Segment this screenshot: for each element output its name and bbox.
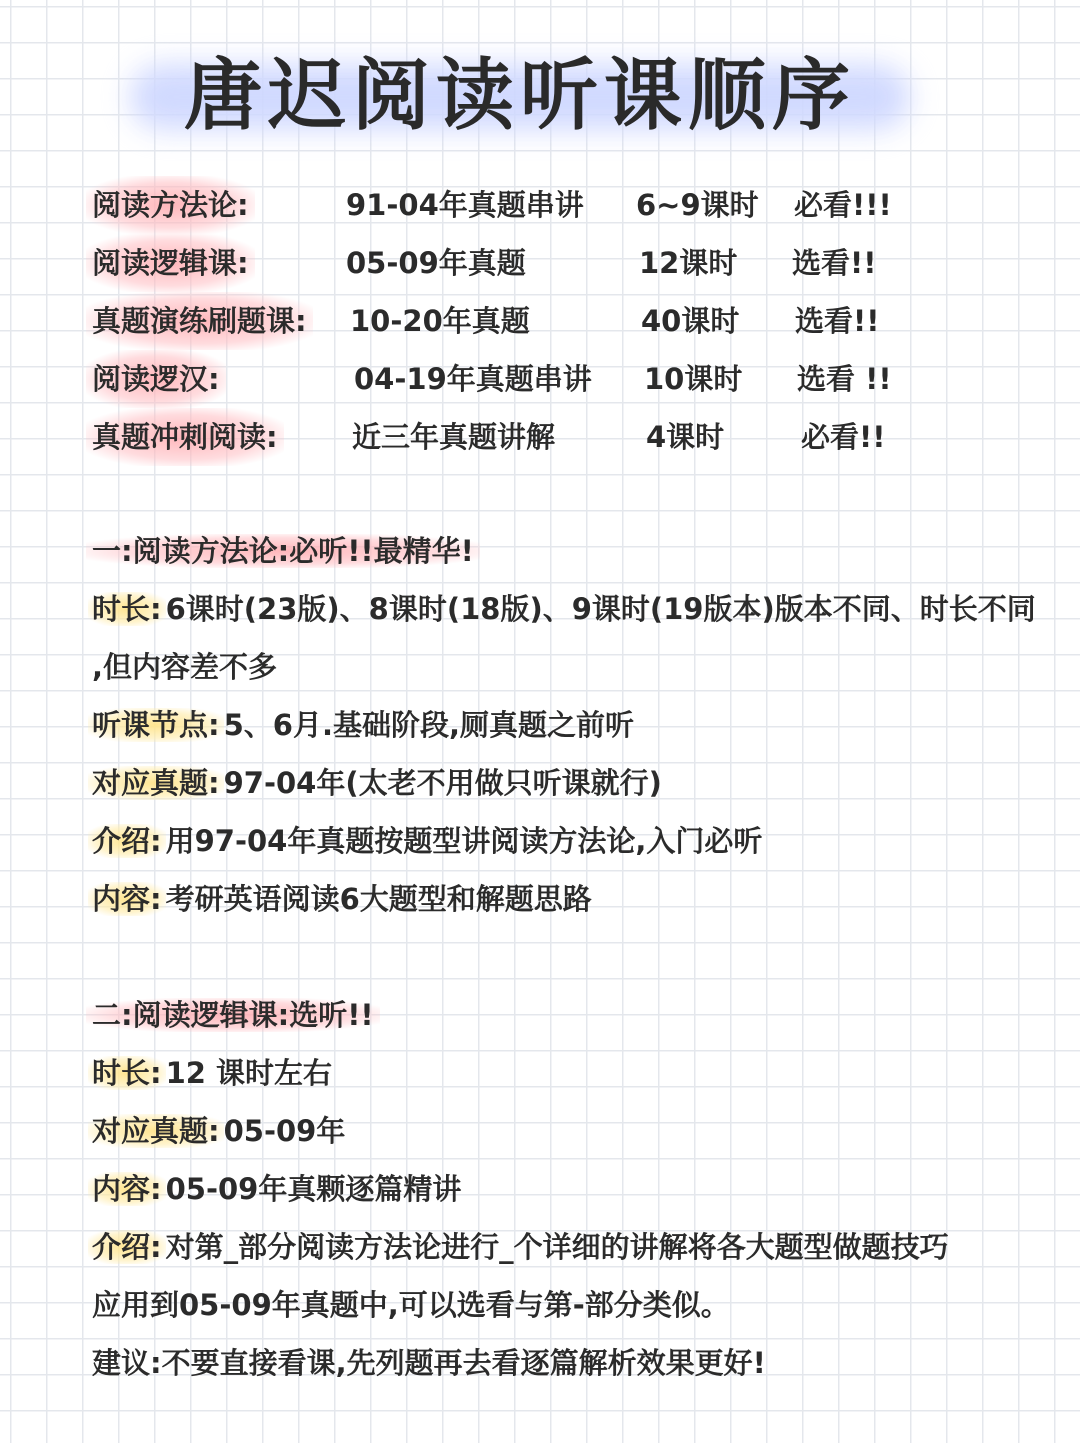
intro-value: 对第_部分阅读方法论进行_个详细的讲解将各大题型做题技巧 xyxy=(165,1230,949,1264)
section-heading-text: 二:阅读逻辑课:选听!! xyxy=(86,998,380,1032)
section-heading xyxy=(92,522,1022,580)
duration-line xyxy=(92,1044,1022,1102)
duration-continued xyxy=(92,638,1022,696)
course-name: 阅读逻汉: xyxy=(86,350,226,408)
course-hours: 40课时 xyxy=(641,304,740,338)
course-name: 真题演练刷题课: xyxy=(86,292,313,350)
course-name: 阅读方法论: xyxy=(86,176,255,234)
exam-line xyxy=(92,1102,1022,1160)
course-name: 阅读逻辑课: xyxy=(86,234,255,292)
course-hours: 4课时 xyxy=(646,420,725,454)
content-line xyxy=(92,1160,1022,1218)
content-label: 内容: xyxy=(88,1172,166,1206)
exam-label: 对应真题: xyxy=(88,1114,224,1148)
course-hours: 6~9课时 xyxy=(636,188,759,222)
exam-label: 对应真题: xyxy=(88,766,224,800)
content-label: 内容: xyxy=(88,882,166,916)
course-hours: 10课时 xyxy=(644,362,743,396)
duration-line xyxy=(92,580,1036,638)
course-recommendation: 选看!! xyxy=(792,246,877,280)
exam-value: 97-04年(太老不用做只听课就行) xyxy=(223,766,662,800)
intro-line xyxy=(92,812,1022,870)
course-name: 真题冲刺阅读: xyxy=(86,408,284,466)
course-recommendation: 必看!! xyxy=(801,420,886,454)
advice-text: 建议:不要直接看课,先列题再去看逐篇解析效果更好! xyxy=(92,1346,766,1380)
duration-label: 时长: xyxy=(88,592,166,626)
duration-value: 6课时(23版)、8课时(18版)、9课时(19版本)版本不同、时长不同 xyxy=(165,592,1036,626)
course-topic: 近三年真题讲解 xyxy=(352,420,556,454)
node-label: 听课节点: xyxy=(88,708,224,742)
course-topic: 91-04年真题串讲 xyxy=(346,188,584,222)
exam-line xyxy=(92,754,1022,812)
page-title: 唐迟阅读听课顺序 xyxy=(183,51,856,141)
overview-row xyxy=(92,292,1012,350)
intro-line xyxy=(92,1218,1022,1276)
section-heading xyxy=(92,986,1022,1044)
content-value: 05-09年真颗逐篇精讲 xyxy=(165,1172,462,1206)
overview-row xyxy=(92,408,1012,466)
intro-continued xyxy=(92,1276,1022,1334)
course-recommendation: 选看!! xyxy=(795,304,880,338)
overview-row xyxy=(92,234,1012,292)
course-hours: 12课时 xyxy=(639,246,738,280)
advice-line xyxy=(92,1334,1022,1392)
section-method xyxy=(92,522,1036,928)
duration-label: 时长: xyxy=(88,1056,166,1090)
section-logic xyxy=(92,986,1022,1392)
node-line xyxy=(92,696,1022,754)
duration-continued-text: ,但内容差不多 xyxy=(92,650,278,684)
node-value: 5、6月.基础阶段,厕真题之前听 xyxy=(223,708,634,742)
intro-value: 用97-04年真题按题型讲阅读方法论,入门必听 xyxy=(165,824,763,858)
overview-row xyxy=(92,176,1012,234)
course-topic: 10-20年真题 xyxy=(350,304,530,338)
section-heading-text: 一:阅读方法论:必听!!最精华! xyxy=(86,534,480,568)
course-recommendation: 选看 !! xyxy=(797,362,892,396)
course-topic: 04-19年真题串讲 xyxy=(354,362,592,396)
content-line xyxy=(92,870,1022,928)
intro-label: 介绍: xyxy=(88,1230,166,1264)
intro-label: 介绍: xyxy=(88,824,166,858)
course-recommendation: 必看!!! xyxy=(794,188,892,222)
course-topic: 05-09年真题 xyxy=(346,246,526,280)
intro-continued-text: 应用到05-09年真题中,可以选看与第-部分类似。 xyxy=(92,1288,730,1322)
overview-row xyxy=(92,350,1012,408)
duration-value: 12 课时左右 xyxy=(165,1056,333,1090)
content-value: 考研英语阅读6大题型和解题思路 xyxy=(165,882,592,916)
exam-value: 05-09年 xyxy=(223,1114,346,1148)
course-overview xyxy=(92,176,1012,466)
title-block xyxy=(110,36,930,156)
